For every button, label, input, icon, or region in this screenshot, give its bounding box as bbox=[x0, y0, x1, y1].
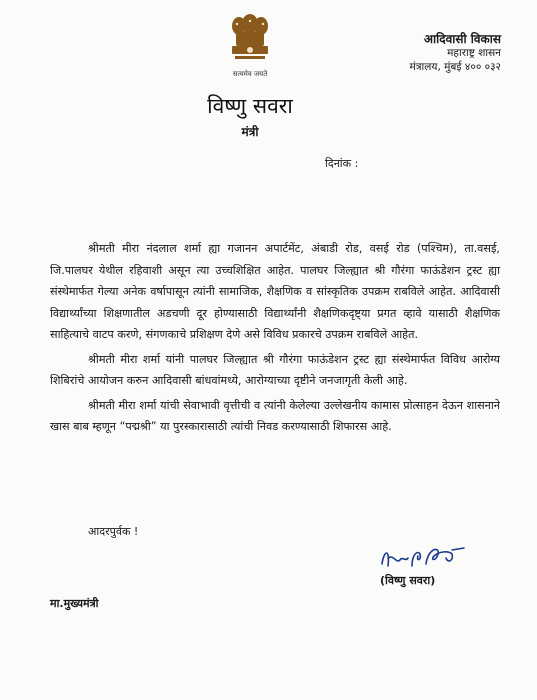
government-name: महाराष्ट्र शासन bbox=[447, 47, 501, 59]
date-label: दिनांक : bbox=[325, 157, 359, 170]
department-name: आदिवासी विकास bbox=[423, 32, 501, 46]
paragraph-2: श्रीमती मीरा शर्मा यांनी पालघर जिल्ह्यात श्री गौरंगा फाऊंडेशन ट्रस्ट ह्या संस्थेमार्फत विविध आरोग्य शिबिरांचे आयोजन करुन आदिवासी बांधवांमध्ये, आरोग्याच्या दृष्टीने जनजागृती केली आहे. bbox=[50, 352, 500, 387]
signer-name: (विष्णु सवरा) bbox=[380, 574, 436, 587]
letter-body bbox=[50, 238, 500, 438]
addressee: मा.मुख्यमंत्री bbox=[50, 597, 99, 610]
state-emblem-icon bbox=[228, 12, 272, 68]
emblem-motto: सत्यमेव जयते bbox=[232, 70, 268, 78]
paragraph-3: श्रीमती मीरा शर्मा यांची सेवाभावी वृत्तीची व त्यांनी केलेल्या उल्लेखनीय कामास प्रोत्साहन देऊन शासनाने खास बाब म्हणून “पद्मश्री” या पुरस्कारासाठी त्यांची निवड करण्यासाठी शिफारस आहे. bbox=[50, 398, 500, 433]
office-address: मंत्रालय, मुंबई ४०० ०३२ bbox=[409, 61, 501, 73]
department-block bbox=[409, 32, 501, 74]
minister-name: विष्णु सवरा bbox=[207, 94, 293, 118]
handwritten-signature bbox=[378, 540, 468, 574]
paragraph-1: श्रीमती मीरा नंदलाल शर्मा ह्या गजानन अपार्टमेंट, अंबाडी रोड, वसई रोड (पश्चिम), ता.वसई, जि.पालघर येथील रहिवाशी असून त्या उच्चशिक्षित आहेत. पालघर जिल्ह्यात श्री गौरंगा फाऊंडेशन ट्रस्ट ह्या संस्थेमार्फत गेल्या अनेक वर्षापासून त्यांनी सामाजिक, शैक्षणिक व सांस्कृतिक उपक्रम राबविले आहेत. आदिवासी विद्यार्थ्यांच्या शिक्षणातील अडचणी दूर होण्यासाठी विद्यार्थ्यांनी शैक्षणिकदृष्ट्या प्रगत व्हावे यासाठी शैक्षणिक साहित्याचे वाटप करणे, संगणकाचे प्रशिक्षण देणे असे विविध प्रकारचे उपक्रम राबविले आहेत. bbox=[50, 242, 500, 341]
closing-salutation: आदरपुर्वक ! bbox=[88, 525, 139, 538]
designation: मंत्री bbox=[241, 125, 259, 139]
